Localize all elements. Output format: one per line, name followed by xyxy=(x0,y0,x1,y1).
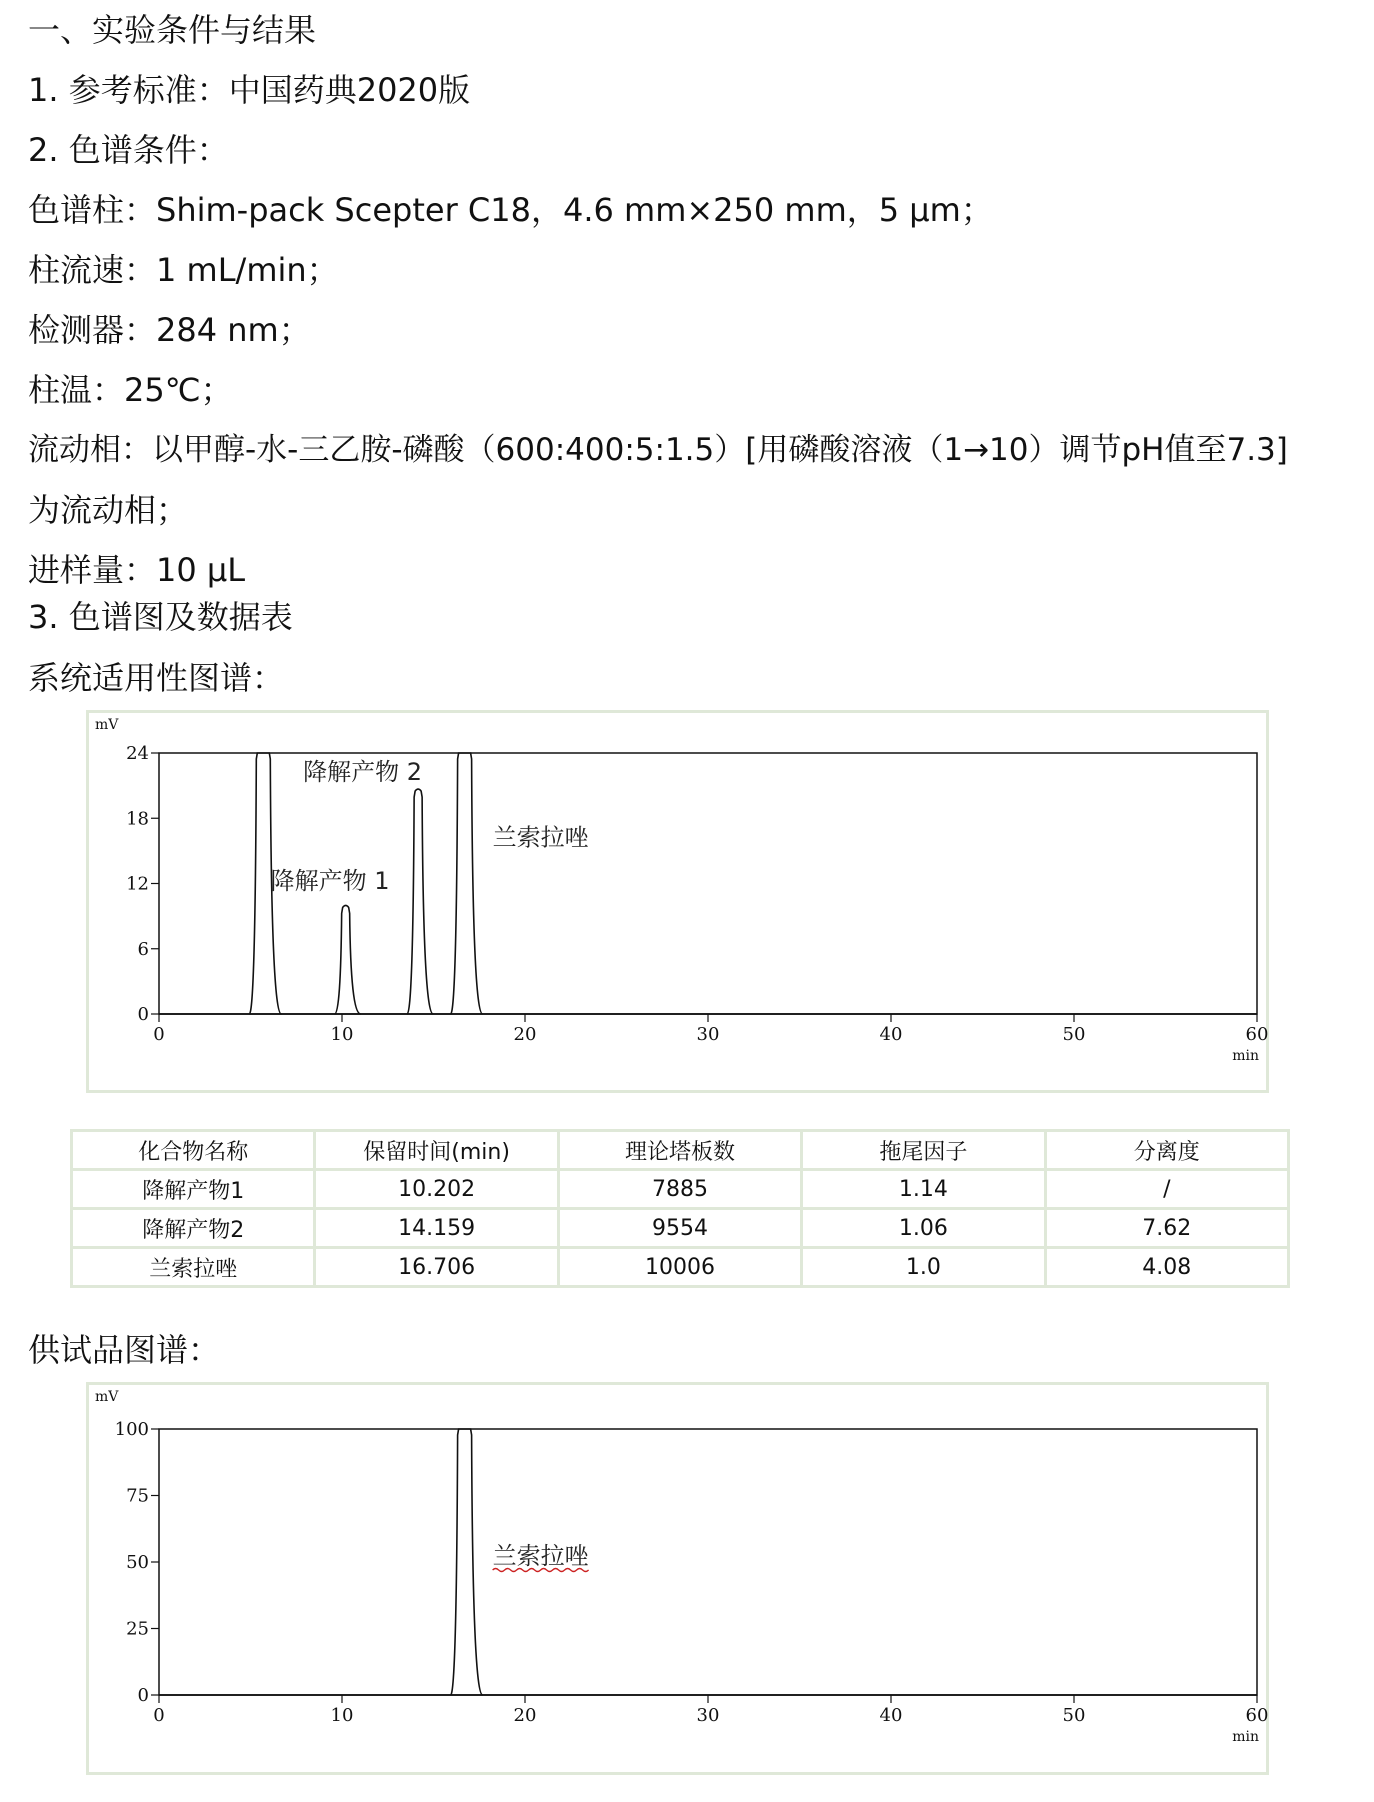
x-tick-label: 30 xyxy=(696,1024,720,1045)
table-cell: 16.706 xyxy=(315,1248,558,1287)
x-tick-label: 20 xyxy=(513,1024,537,1045)
x-tick-label: 10 xyxy=(330,1024,354,1045)
header-cell: 化合物名称 xyxy=(72,1131,315,1170)
y-tick-label: 24 xyxy=(126,743,149,764)
table-row xyxy=(72,1209,1289,1248)
table-cell: 9554 xyxy=(558,1209,801,1248)
y-axis-unit: mV xyxy=(95,1389,119,1405)
table-cell: 降解产物1 xyxy=(72,1170,315,1209)
detector: 检测器：284 nm； xyxy=(28,311,311,349)
x-tick-label: 10 xyxy=(330,1705,354,1726)
mobile-phase-cont: 为流动相； xyxy=(28,491,189,529)
x-tick-label: 50 xyxy=(1062,1024,1086,1045)
y-tick-label: 25 xyxy=(126,1618,149,1640)
y-tick-label: 6 xyxy=(137,938,149,960)
section-heading: 一、实验条件与结果 xyxy=(28,11,317,49)
y-tick-label: 75 xyxy=(126,1485,149,1507)
x-axis-unit: min xyxy=(1232,1729,1259,1745)
plot-area xyxy=(159,1429,1257,1695)
conditions-title: 2. 色谱条件： xyxy=(28,131,229,169)
column-temperature: 柱温：25℃； xyxy=(28,371,233,409)
injection-volume: 进样量：10 μL xyxy=(28,551,246,589)
table-cell: 1.06 xyxy=(802,1209,1045,1248)
section3-title: 3. 色谱图及数据表 xyxy=(28,598,293,636)
x-tick-label: 60 xyxy=(1245,1705,1269,1726)
chart2-svg xyxy=(89,1385,1269,1772)
peak-label: 降解产物 2 xyxy=(303,758,423,787)
table-cell: 1.14 xyxy=(802,1170,1045,1209)
table-cell: 4.08 xyxy=(1045,1248,1288,1287)
peak-label: 兰索拉唑 xyxy=(492,823,589,852)
x-tick-label: 20 xyxy=(513,1705,537,1726)
y-axis-unit: mV xyxy=(95,717,119,733)
chromatogram-peak xyxy=(407,789,433,1014)
chromatogram-peak xyxy=(451,1429,483,1695)
table-cell: 兰索拉唑 xyxy=(72,1248,315,1287)
sample-chart-title: 供试品图谱： xyxy=(28,1331,221,1369)
peak-label: 降解产物 1 xyxy=(270,866,390,895)
x-tick-label: 30 xyxy=(696,1705,720,1726)
table-row xyxy=(72,1248,1289,1287)
table-header-row xyxy=(72,1131,1289,1170)
x-tick-label: 40 xyxy=(879,1705,903,1726)
y-tick-label: 100 xyxy=(114,1419,149,1440)
system-suitability-title: 系统适用性图谱： xyxy=(28,659,285,697)
mobile-phase: 流动相：以甲醇-水-三乙胺-磷酸（600:400:5:1.5）[用磷酸溶液（1→10）调节pH值至7.3] xyxy=(28,432,1288,468)
chromatogram-peak xyxy=(451,753,483,1014)
flow-rate: 柱流速：1 mL/min； xyxy=(28,251,339,289)
x-tick-label: 0 xyxy=(153,1024,165,1045)
peak-label: 兰索拉唑 xyxy=(492,1542,589,1570)
x-tick-label: 60 xyxy=(1245,1024,1269,1045)
header-cell: 保留时间(min) xyxy=(315,1131,558,1170)
y-tick-label: 0 xyxy=(137,1685,149,1706)
table-cell: 10.202 xyxy=(315,1170,558,1209)
table-cell: 7885 xyxy=(558,1170,801,1209)
y-tick-label: 0 xyxy=(137,1004,149,1025)
y-tick-label: 18 xyxy=(126,808,149,830)
results-table xyxy=(70,1129,1290,1288)
chart1-svg xyxy=(89,713,1269,1090)
sample-chart xyxy=(86,1382,1269,1775)
table-cell: 10006 xyxy=(558,1248,801,1287)
table-cell: 降解产物2 xyxy=(72,1209,315,1248)
chromatogram-peak xyxy=(335,905,361,1014)
header-cell: 拖尾因子 xyxy=(802,1131,1045,1170)
y-tick-label: 50 xyxy=(126,1552,149,1573)
table-row xyxy=(72,1170,1289,1209)
column-spec: 色谱柱：Shim-pack Scepter C18，4.6 mm×250 mm，5 μm； xyxy=(28,191,993,229)
x-axis-unit: min xyxy=(1232,1048,1259,1064)
system-suitability-chart xyxy=(86,710,1269,1093)
header-cell: 分离度 xyxy=(1045,1131,1288,1170)
x-tick-label: 0 xyxy=(153,1705,165,1726)
x-tick-label: 50 xyxy=(1062,1705,1086,1726)
table-cell: 7.62 xyxy=(1045,1209,1288,1248)
reference-standard: 1. 参考标准：中国药典2020版 xyxy=(28,71,471,109)
table-cell: 1.0 xyxy=(802,1248,1045,1287)
y-tick-label: 12 xyxy=(126,873,149,895)
table-cell: 14.159 xyxy=(315,1209,558,1248)
header-cell: 理论塔板数 xyxy=(558,1131,801,1170)
table-cell: / xyxy=(1045,1170,1288,1209)
x-tick-label: 40 xyxy=(879,1024,903,1045)
